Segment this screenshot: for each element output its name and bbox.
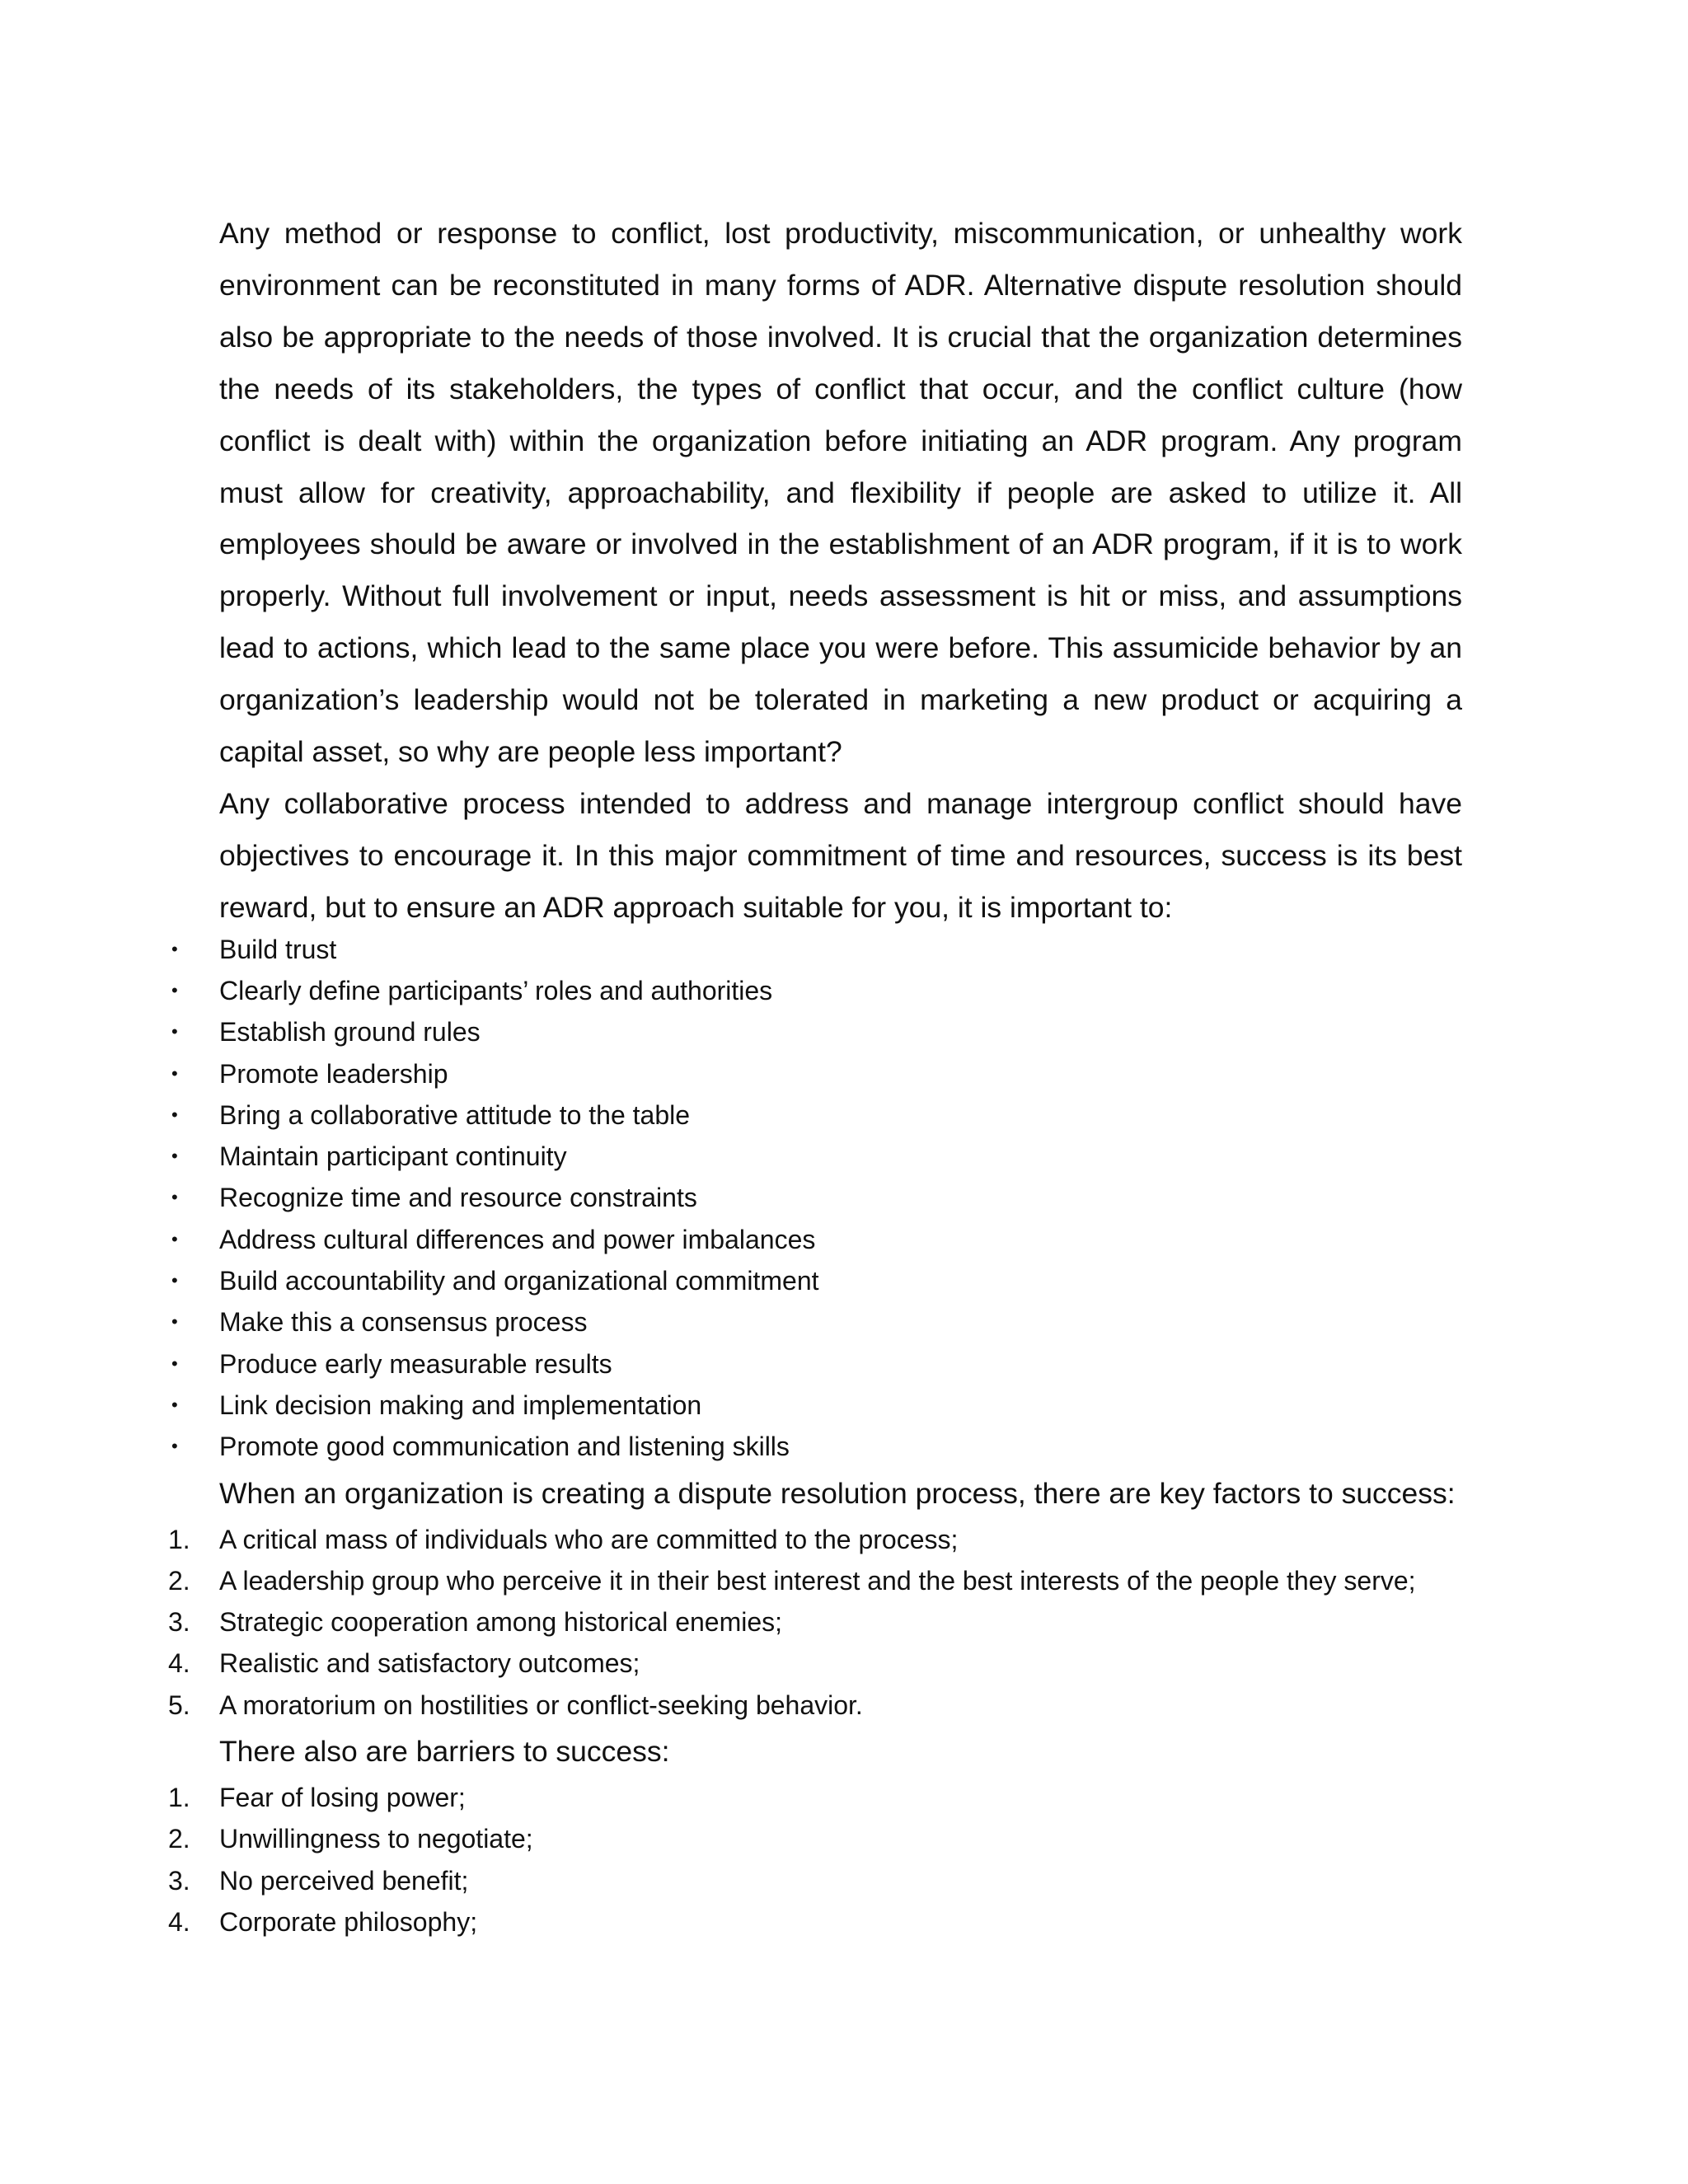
list-item: • Establish ground rules: [188, 1011, 1462, 1052]
bullet-icon: •: [171, 1436, 178, 1457]
list-item: • Produce early measurable results: [188, 1343, 1462, 1385]
bullet-icon: •: [171, 1104, 178, 1125]
list-item: 2. A leadership group who perceive it in their best interest and the best interests of the people they serve;: [188, 1560, 1462, 1601]
list-item: • Recognize time and resource constraints: [188, 1177, 1462, 1218]
bullet-icon: •: [171, 1228, 178, 1249]
list-item: 5. A moratorium on hostilities or conflict-seeking behavior.: [188, 1685, 1462, 1726]
list-item: 4. Realistic and satisfactory outcomes;: [188, 1643, 1462, 1684]
list-item: • Bring a collaborative attitude to the table: [188, 1094, 1462, 1136]
bullet-icon: •: [171, 1187, 178, 1208]
document-body: [168, 208, 1462, 1943]
list-item: 3. No perceived benefit;: [188, 1860, 1462, 1901]
list-number: 1.: [168, 1783, 190, 1813]
list-number: 3.: [168, 1607, 190, 1638]
list-item: 2. Unwillingness to negotiate;: [188, 1818, 1462, 1859]
barriers-list: [168, 1777, 1462, 1943]
list-number: 3.: [168, 1865, 190, 1896]
list-number: 4.: [168, 1648, 190, 1679]
barriers-lead: There also are barriers to success:: [219, 1735, 670, 1769]
list-item: • Maintain participant continuity: [188, 1136, 1462, 1177]
bullet-icon: •: [171, 1021, 178, 1043]
list-number: 2.: [168, 1565, 190, 1596]
bullet-icon: •: [171, 1352, 178, 1374]
list-item: • Build trust: [188, 929, 1462, 970]
bullet-icon: •: [171, 1311, 178, 1333]
bullet-icon: •: [171, 1062, 178, 1084]
bullet-icon: •: [171, 1146, 178, 1167]
bullet-icon: •: [171, 1394, 178, 1415]
list-item: • Clearly define participants’ roles and authorities: [188, 970, 1462, 1011]
list-item: • Promote leadership: [188, 1053, 1462, 1094]
list-item: 4. Corporate philosophy;: [188, 1901, 1462, 1943]
bullet-icon: •: [171, 979, 178, 1001]
list-item: • Build accountability and organizational commitment: [188, 1260, 1462, 1301]
success-factors-list: [168, 1519, 1462, 1726]
list-item: • Make this a consensus process: [188, 1301, 1462, 1343]
list-item: 1. Fear of losing power;: [188, 1777, 1462, 1818]
success-factors-lead: When an organization is creating a dispute resolution process, there are key factors to success:: [219, 1476, 1456, 1510]
objectives-list: [171, 929, 1462, 1468]
list-item: • Promote good communication and listening skills: [188, 1426, 1462, 1467]
list-item: • Address cultural differences and power imbalances: [188, 1219, 1462, 1260]
list-number: 1.: [168, 1524, 190, 1554]
list-number: 5.: [168, 1690, 190, 1720]
bullet-icon: •: [171, 1270, 178, 1291]
paragraph-collaborative-process: Any collaborative process intended to address and manage intergroup conflict should have objectives to encourage it. In this major commitment of time and resources, success is its best reward, but to ensure an ADR approach suitable for you, it is important to:: [219, 786, 1462, 924]
list-item: • Link decision making and implementation: [188, 1385, 1462, 1426]
list-number: 4.: [168, 1906, 190, 1937]
bullet-icon: •: [171, 938, 178, 959]
list-item: 1. A critical mass of individuals who are committed to the process;: [188, 1519, 1462, 1560]
paragraph-adr-needs: Any method or response to conflict, lost productivity, miscommunication, or unhealthy work environment can be reconstituted in many forms of ADR. Alternative dispute resolution should also be appropriate to the needs of those involved. It is crucial that the organization determines the needs of its stakeholders, the types of conflict that occur, and the conflict culture (how conflict is dealt with) within the organization before initiating an ADR program. Any program must allow for creativity, approachability, and flexibility if people are asked to utilize it. All employees should be aware or involved in the establishment of an ADR program, if it is to work properly. Without full involvement or input, needs assessment is hit or miss, and assumptions lead to actions, which lead to the same place you were before. This assumicide behavior by an organization’s leadership would not be tolerated in marketing a new product or acquiring a capital asset, so why are people less important?: [219, 217, 1462, 769]
list-number: 2.: [168, 1824, 190, 1854]
list-item: 3. Strategic cooperation among historical enemies;: [188, 1601, 1462, 1643]
